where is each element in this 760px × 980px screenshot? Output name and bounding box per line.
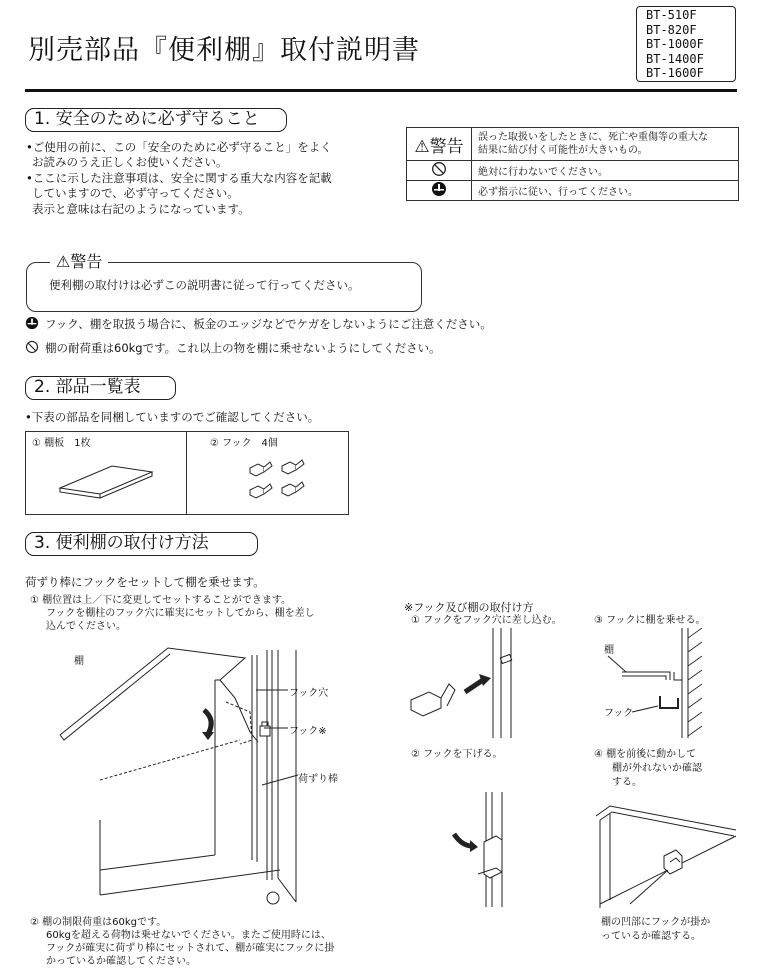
prohibit-icon [25,340,39,354]
page-title: 別売部品『便利棚』取付説明書 [28,35,420,66]
section-heading-parts: 2. 部品一覧表 [25,376,176,400]
model-number: BT-1400F [646,51,704,66]
legend-mandatory-text: 必ず指示に従い、行ってください。 [472,181,739,201]
prohibit-icon [431,161,447,177]
caution-text: フック、棚を取扱う場合に、板金のエッジなどでケガをしないようにご注意ください。 [45,317,492,331]
install-intro: 荷ずり棒にフックをセットして棚を乗せます。 [25,575,265,589]
detail-step3: ③ フックに棚を乗せる。 [594,615,706,626]
step2-line: フックが確実に荷ずり棒にセットされて、棚が確実にフックに掛 [46,943,335,954]
part-shelf-label: ① 棚板 1枚 [32,438,91,449]
caution-item [25,316,492,332]
legend-warning-label: 警告 [429,136,464,157]
step1-hook-insert-illustration [405,628,585,748]
step4-note-line: っているか確認する。 [601,931,701,942]
step4-note [601,916,710,944]
shelf-board-illustration [54,458,158,502]
detail-step1: ① フックをフック穴に差し込む。 [411,615,562,626]
model-list [636,6,736,82]
safety-line: 表示と意味は右記のようになっています。 [32,201,250,216]
symbol-legend-table [406,127,739,201]
hook-parts-illustration [244,454,314,504]
parts-divider [186,432,187,514]
safety-line: お読みのうえ正しくお使いください。 [32,155,228,170]
legend-warning-cell [407,128,472,161]
detail-title: ※フック及び棚の取付け方 [404,601,534,614]
safety-line: •ご使用の前に、この「安全のために必ず守ること」をよく [26,140,332,154]
step4-note-line: 棚の凹部にフックが掛か [601,917,711,928]
label-hook-hole: フック穴 [289,688,329,699]
step1-line: フックを棚柱のフック穴に確実にセットしてから、棚を差し [46,608,315,619]
caution-item [25,340,441,356]
section-heading-safety: 1. 安全のために必ず守ること [25,108,287,132]
step1-line: ① 棚位置は上／下に変更してセットすることができます。 [30,595,292,606]
detail-step2: ② フックを下げる。 [411,749,503,760]
safety-intro [26,140,332,217]
warning-box-title: ⚠警告 [50,249,108,272]
legend-warning-text: 誤った取扱いをしたときに、死亡や重傷等の重大な [478,132,708,143]
mandatory-icon [25,316,39,330]
safety-line: していますので、必ず守ってください。 [32,186,239,201]
model-number: BT-1600F [646,66,704,81]
parts-intro: •下表の部品を同梱していますのでご確認してください。 [25,410,320,424]
step1-text [30,594,315,633]
step3-label-shelf: 棚 [604,645,614,656]
label-shelf: 棚 [74,656,84,667]
legend-prohibit-text: 絶対に行わないでください。 [472,161,739,181]
warning-box-text: 便利棚の取付けは必ずこの説明書に従って行ってください。 [49,278,360,292]
model-number: BT-820F [646,22,697,37]
legend-warning-desc [472,128,739,161]
model-number: BT-1000F [646,37,704,52]
detail-step4 [594,748,702,790]
part-hook-label: ② フック 4個 [210,438,278,449]
step4-shelf-check-illustration [590,800,740,910]
parts-table [25,431,349,515]
warning-triangle-icon: ⚠ [414,136,430,157]
label-rail: 荷ずり棒 [298,774,338,785]
label-hook: フック※ [289,726,327,737]
step4-line: 棚が外れないか確認 [612,763,702,774]
step2-line: 60kgを超える荷物は乗せないでください。またご使用時には、 [46,930,331,941]
mandatory-icon [431,181,447,197]
legend-warning-text: 結果に結び付く可能性が大きいもの。 [478,145,648,156]
section-heading-install: 3. 便利棚の取付け方法 [25,532,258,556]
step3-label-hook: フック [604,708,634,719]
legend-mandatory-cell [407,181,472,201]
step4-line: する。 [612,777,642,788]
step4-line: ④ 棚を前後に動かして [594,749,697,760]
caution-text: 棚の耐荷重は60kgです。これ以上の物を棚に乗せないようにしてください。 [45,341,441,355]
title-divider [25,89,737,92]
step2-text [30,916,334,968]
model-number: BT-510F [646,8,697,22]
legend-prohibit-cell [407,161,472,181]
step2-hook-lower-illustration [438,792,538,912]
step2-line: ② 棚の制限荷重は60kgです。 [30,917,167,928]
step2-line: かっているか確認してください。 [46,956,196,967]
safety-line: •ここに示した注意事項は、安全に関する重大な内容を記載 [26,170,332,185]
step1-line: 込んでください。 [46,621,126,632]
